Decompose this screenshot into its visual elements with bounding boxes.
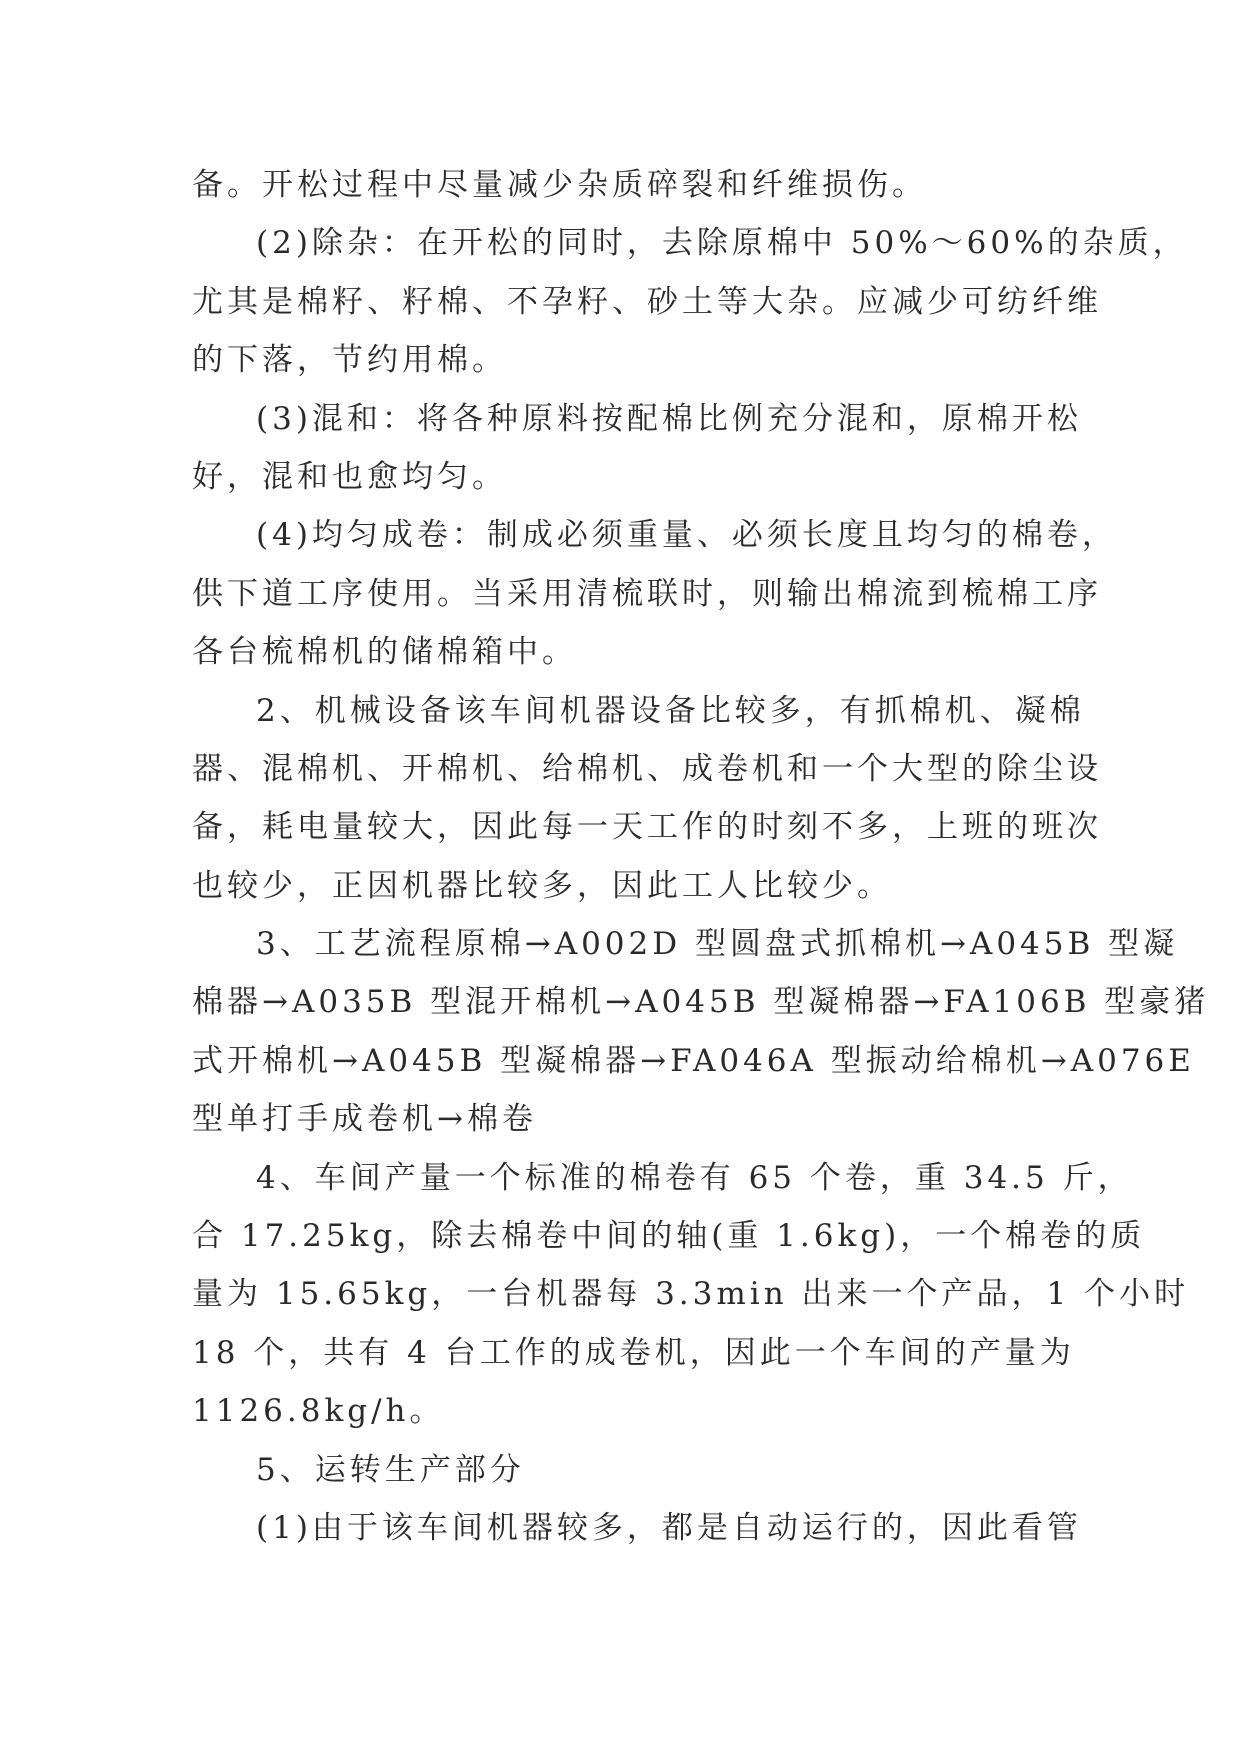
text-line: 式开棉机→A045B 型凝棉器→FA046A 型振动给棉机→A076E <box>192 1042 1195 1079</box>
text-line: 备，耗电量较大，因此每一天工作的时刻不多，上班的班次 <box>192 809 1102 846</box>
text-line: 备。开松过程中尽量减少杂质碎裂和纤维损伤。 <box>192 167 927 203</box>
text-line: (1)由于该车间机器较多，都是自动运行的，因此看管 <box>256 1509 1082 1546</box>
text-line: 18 个，共有 4 台工作的成卷机，因此一个车间的产量为 <box>192 1334 1075 1371</box>
text-line: 的下落，节约用棉。 <box>192 342 507 379</box>
text-line: 各台梳棉机的储棉箱中。 <box>192 634 577 671</box>
text-line: 供下道工序使用。当采用清梳联时，则输出棉流到梳棉工序 <box>192 575 1102 612</box>
text-line: 3、工艺流程原棉→A002D 型圆盘式抓棉机→A045B 型凝 <box>256 926 1179 963</box>
text-line: 棉器→A035B 型混开棉机→A045B 型凝棉器→FA106B 型豪猪 <box>192 984 1210 1021</box>
text-line: 尤其是棉籽、籽棉、不孕籽、砂土等大杂。应减少可纺纤维 <box>192 283 1102 320</box>
text-line: 1126.8kg/h。 <box>192 1393 445 1430</box>
text-line: 5、运转生产部分 <box>256 1451 525 1488</box>
text-line: 型单打手成卷机→棉卷 <box>192 1101 537 1138</box>
body-text <box>192 156 1210 1557</box>
text-line: 量为 15.65kg，一台机器每 3.3min 出来一个产品，1 个小时 <box>192 1276 1190 1313</box>
text-line: 合 17.25kg，除去棉卷中间的轴(重 1.6kg)，一个棉卷的质 <box>192 1218 1146 1255</box>
text-line: 也较少，正因机器比较多，因此工人比较少。 <box>192 867 892 904</box>
text-line: (4)均匀成卷：制成必须重量、必须长度且均匀的棉卷， <box>256 517 1117 554</box>
text-line: (2)除杂：在开松的同时，去除原棉中 50%～60%的杂质， <box>256 225 1188 262</box>
text-line: (3)混和：将各种原料按配棉比例充分混和，原棉开松 <box>256 400 1082 437</box>
text-line: 4、车间产量一个标准的棉卷有 65 个卷，重 34.5 斤， <box>256 1159 1133 1196</box>
text-line: 好，混和也愈均匀。 <box>192 458 507 495</box>
text-line: 器、混棉机、开棉机、给棉机、成卷机和一个大型的除尘设 <box>192 750 1102 787</box>
text-line: 2、机械设备该车间机器设备比较多，有抓棉机、凝棉 <box>256 692 1085 729</box>
